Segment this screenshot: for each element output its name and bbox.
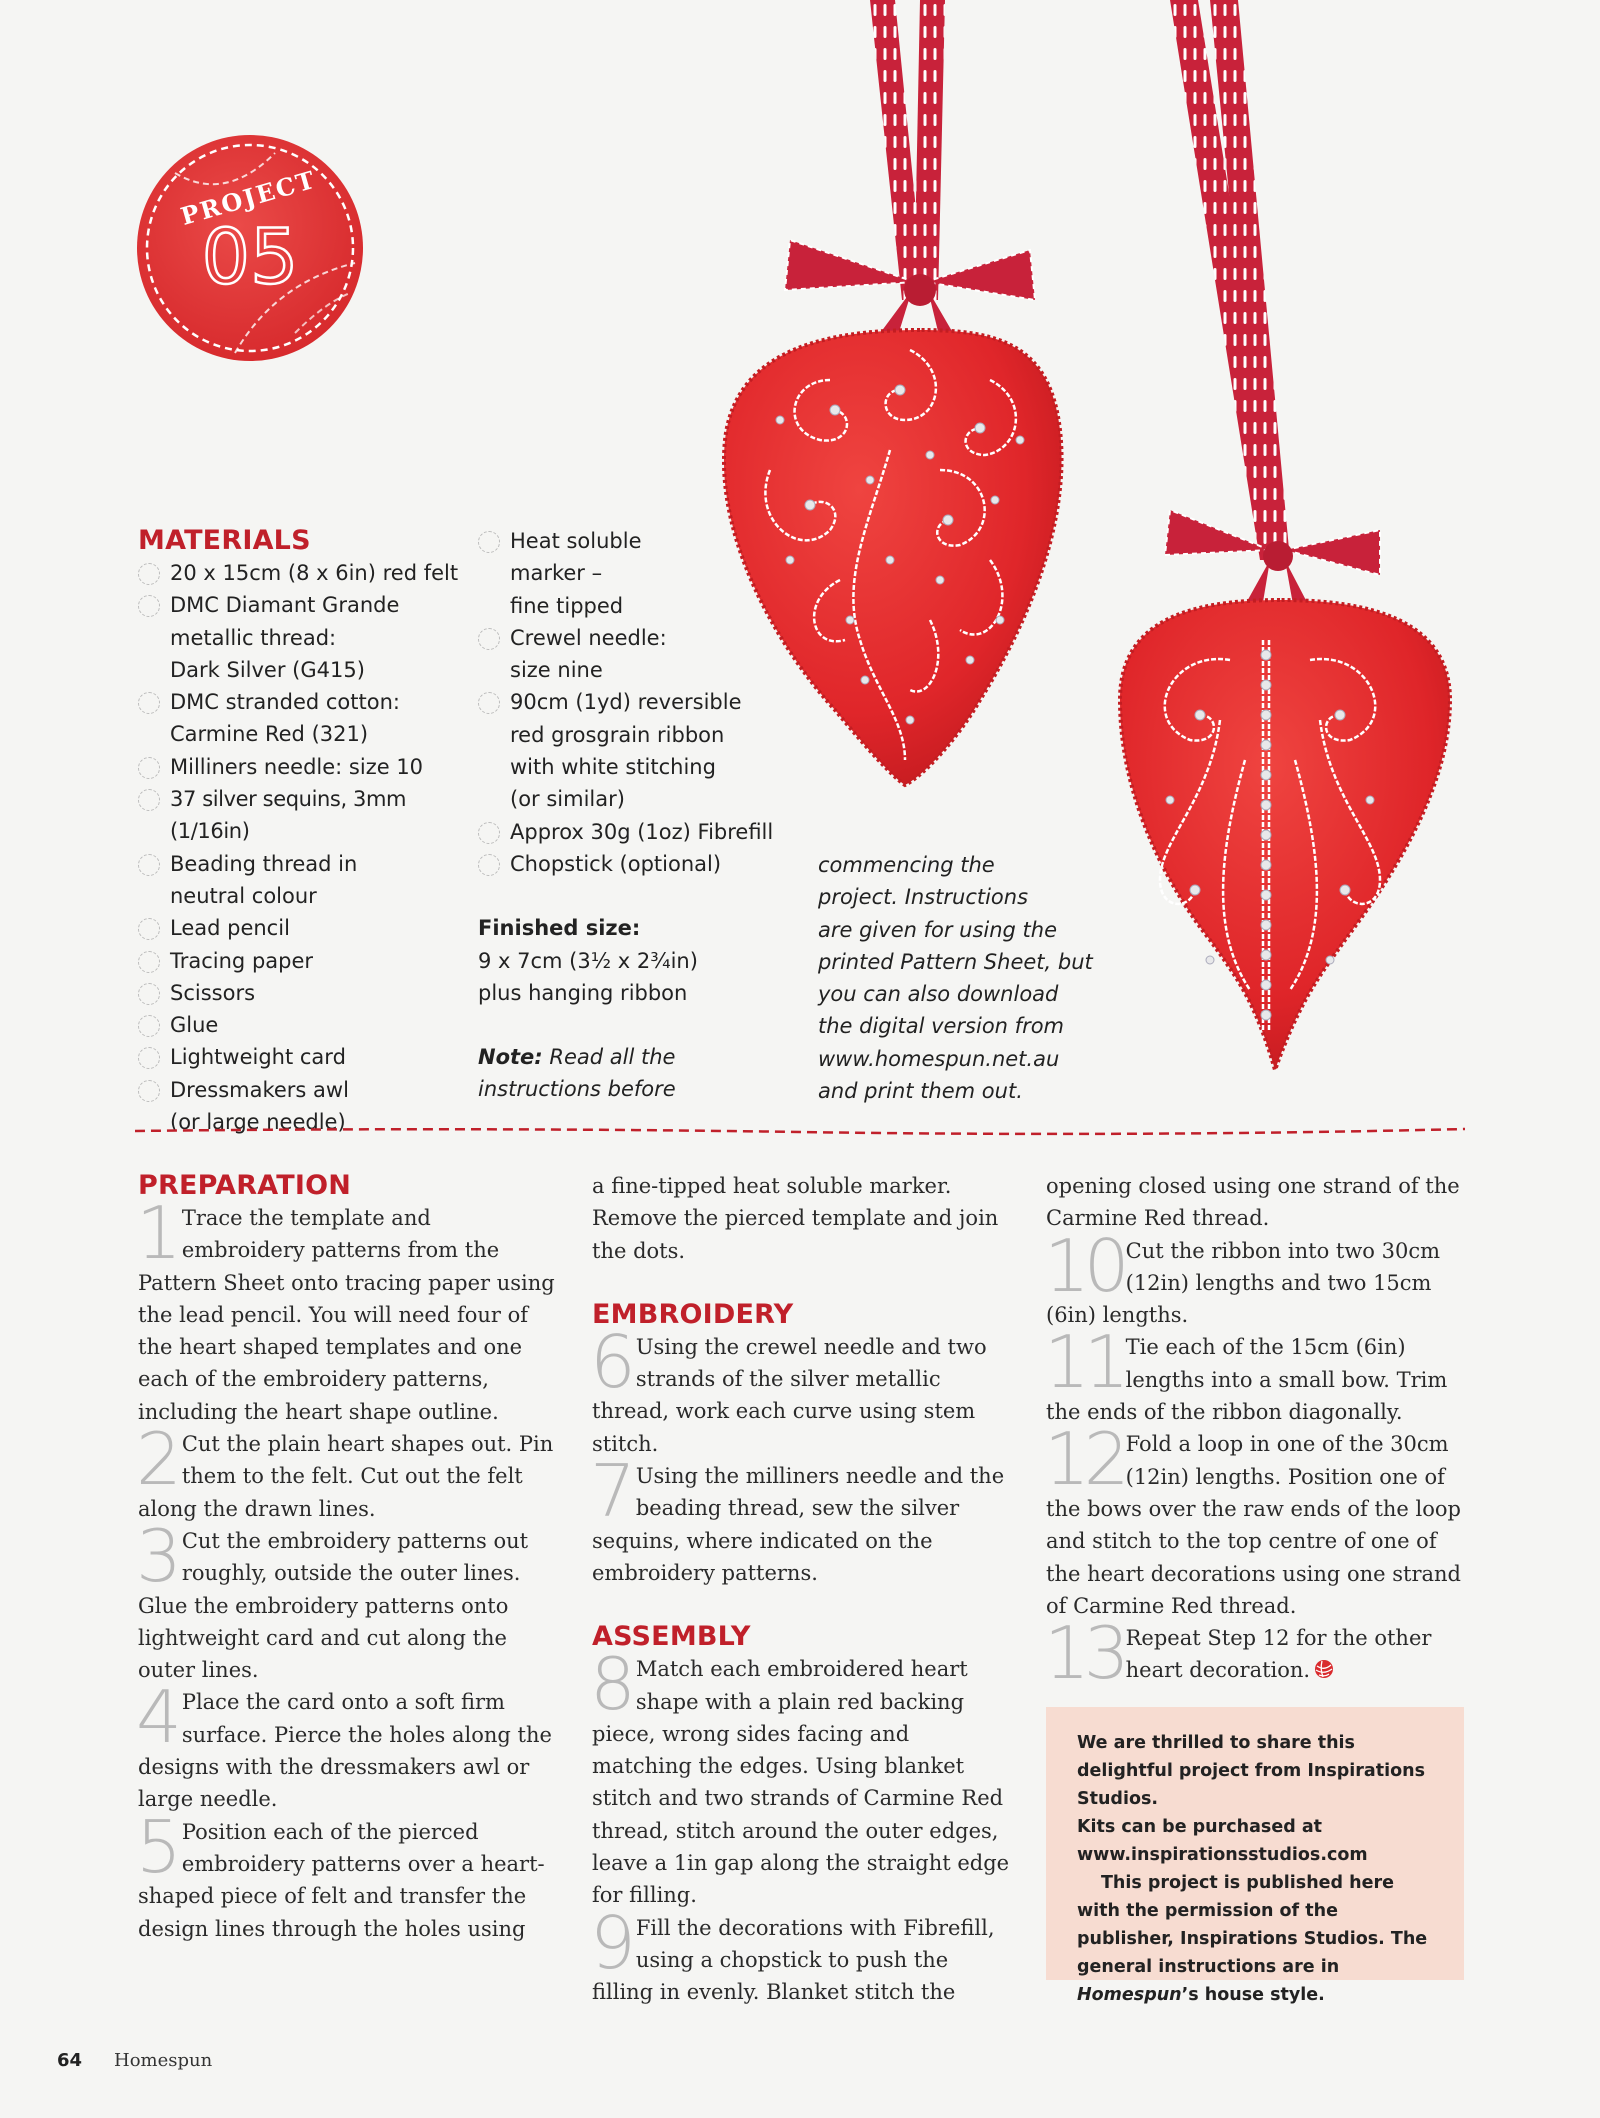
- preparation-continued: a fine-tipped heat soluble marker. Remove the pierced template and join the dots.: [592, 1174, 999, 1263]
- step: [590, 1642, 1012, 1911]
- step-number: 12: [1044, 1417, 1124, 1502]
- badge-label: PROJECT: [177, 164, 320, 231]
- checkbox-circle-icon: [138, 854, 160, 876]
- step: [136, 1675, 558, 1815]
- checkbox-circle-icon: [138, 789, 160, 811]
- magazine-name: Homespun: [1077, 1985, 1182, 2005]
- list-item: Dressmakers awl (or large needle): [138, 1074, 468, 1139]
- step-number: 2: [136, 1417, 178, 1502]
- checkbox-circle-icon: [478, 822, 500, 844]
- step-text: Position each of the pierced embroidery patterns over a heart-shaped piece of felt and transfer the design lines through the holes using: [138, 1819, 545, 1941]
- credit-line-2: Kits can be purchased at: [1077, 1817, 1322, 1837]
- footer-brand: Homespun: [114, 2050, 213, 2071]
- instructions-column-2: [592, 1170, 1012, 2009]
- checkbox-circle-icon: [138, 1080, 160, 1102]
- list-item: Heat soluble marker – fine tipped: [478, 525, 798, 622]
- checkbox-circle-icon: [478, 854, 500, 876]
- step-number: 5: [136, 1804, 178, 1889]
- list-item: Chopstick (optional): [478, 848, 798, 880]
- step-number: 4: [136, 1675, 178, 1760]
- step: [590, 1900, 1012, 2009]
- list-item: Crewel needle: size nine: [478, 622, 798, 687]
- checkbox-circle-icon: [138, 1047, 160, 1069]
- step: [1044, 1611, 1466, 1696]
- checkbox-circle-icon: [138, 918, 160, 940]
- step-number: 11: [1044, 1320, 1124, 1405]
- checkbox-circle-icon: [138, 692, 160, 714]
- list-item: Glue: [138, 1009, 468, 1041]
- step-number: 3: [136, 1513, 178, 1598]
- checkbox-circle-icon: [138, 595, 160, 617]
- embroidery-heading: EMBROIDERY: [592, 1298, 794, 1330]
- step-text: Tie each of the 15cm (6in) lengths into a small bow. Trim the ends of the ribbon diagonally.: [1046, 1335, 1448, 1425]
- list-item: Lightweight card: [138, 1041, 468, 1073]
- list-item: Approx 30g (1oz) Fibrefill: [478, 816, 798, 848]
- step-text: Repeat Step 12 for the other heart decoration.: [1125, 1626, 1432, 1683]
- step: [1044, 1223, 1466, 1332]
- checkbox-circle-icon: [478, 531, 500, 553]
- yarn-ball-icon: [1314, 1659, 1334, 1679]
- list-item: 90cm (1yd) reversible red grosgrain ribbon with white stitching (or similar): [478, 686, 798, 815]
- step: [136, 1191, 558, 1428]
- step: [136, 1417, 558, 1525]
- materials-column-2: [478, 525, 798, 1106]
- step-number: 10: [1044, 1223, 1124, 1308]
- badge-number: 05: [201, 212, 299, 301]
- note-text-2: instructions before: [478, 1077, 676, 1102]
- step-text: Fill the decorations with Fibrefill, using a chopstick to push the filling in evenly. Blanket stitch the: [592, 1915, 995, 2005]
- note: [478, 1041, 798, 1073]
- credit-permission: This project is published here with the permission of the publisher, Inspirations Studios. The general instructions are in Homespun’s house style.: [1077, 1873, 1428, 2005]
- step-text: Match each embroidered heart shape with a plain red backing piece, wrong sides facing and matching the edges. Using blanket stitch and two strands of Carmine Red thread, stitch around the outer edges, leave a 1in gap along the straight edge for filling.: [592, 1657, 1010, 1908]
- list-item: DMC Diamant Grande metallic thread: Dark Silver (G415): [138, 589, 468, 686]
- step-text: Using the crewel needle and two strands of the silver metallic thread, work each curve using stem stitch.: [592, 1334, 987, 1456]
- note-continued: commencing the project. Instructions are given for using the printed Pattern Sheet, but you can also download the digital version from www.homespun.net.au and print them out.: [818, 853, 1093, 1104]
- checkbox-circle-icon: [478, 692, 500, 714]
- page-number: 64: [57, 2050, 83, 2071]
- credit-line-1: We are thrilled to share this delightful project from Inspirations Studios.: [1077, 1733, 1425, 1809]
- step-text: Cut the ribbon into two 30cm (12in) lengths and two 15cm (6in) lengths.: [1046, 1238, 1441, 1328]
- list-item: Beading thread in neutral colour: [138, 848, 468, 913]
- assembly-continued: opening closed using one strand of the Carmine Red thread.: [1046, 1174, 1460, 1231]
- list-item: DMC stranded cotton: Carmine Red (321): [138, 686, 468, 751]
- instructions-column-1: [138, 1170, 558, 1945]
- checkbox-circle-icon: [478, 628, 500, 650]
- heart-ornament-2: [1120, 600, 1450, 1070]
- materials-list-1: [138, 557, 468, 1138]
- note-label: Note:: [478, 1045, 543, 1070]
- list-item: Tracing paper: [138, 945, 468, 977]
- materials-heading: MATERIALS: [138, 525, 311, 556]
- dashed-divider: [135, 1125, 1465, 1137]
- finished-size-note: plus hanging ribbon: [478, 980, 688, 1005]
- instructions-column-3: [1044, 1170, 1466, 1696]
- list-item: Lead pencil: [138, 912, 468, 944]
- list-item: Milliners needle: size 10: [138, 751, 468, 783]
- step: [136, 1804, 558, 1945]
- credit-box: [1046, 1707, 1464, 2005]
- list-item: 37 silver sequins, 3mm (1/16in): [138, 783, 468, 848]
- step: [1044, 1417, 1466, 1622]
- step-text: Trace the template and embroidery patterns from the Pattern Sheet onto tracing paper using the lead pencil. You will need four of the heart shaped templates and one each of the embroidery patterns, including the heart shape outline.: [138, 1206, 555, 1424]
- list-item: Scissors: [138, 977, 468, 1009]
- step-number: 9: [590, 1900, 632, 1985]
- step-text: Using the milliners needle and the beading thread, sew the silver sequins, where indicated on the embroidery patterns.: [592, 1464, 1005, 1585]
- step-text: Cut the embroidery patterns out roughly, outside the outer lines. Glue the embroidery patterns onto lightweight card and cut along the outer lines.: [138, 1528, 529, 1683]
- list-item: 20 x 15cm (8 x 6in) red felt: [138, 557, 468, 589]
- step-text: Fold a loop in one of the 30cm (12in) lengths. Position one of the bows over the raw ends of the loop and stitch to the top centre of one of the heart decorations using one strand of Carmine Red thread.: [1046, 1432, 1461, 1618]
- materials-list-2: [478, 525, 798, 880]
- step-number: 1: [136, 1191, 178, 1275]
- note-text: Read all the: [542, 1045, 676, 1070]
- checkbox-circle-icon: [138, 563, 160, 585]
- finished-size-value: 9 x 7cm (3½ x 2¾in): [478, 948, 698, 973]
- project-badge: [135, 133, 365, 363]
- assembly-heading: ASSEMBLY: [592, 1621, 751, 1653]
- step-number: 8: [590, 1642, 632, 1727]
- checkbox-circle-icon: [138, 983, 160, 1005]
- step: [136, 1513, 558, 1686]
- checkbox-circle-icon: [138, 757, 160, 779]
- step: [1044, 1320, 1466, 1428]
- step-number: 6: [590, 1319, 632, 1404]
- step-number: 13: [1044, 1611, 1124, 1696]
- finished-size-label: Finished size:: [478, 916, 641, 941]
- checkbox-circle-icon: [138, 1015, 160, 1037]
- materials-column-1: [138, 525, 468, 1138]
- credit-url-link[interactable]: www.inspirationsstudios.com: [1077, 1845, 1368, 1865]
- checkbox-circle-icon: [138, 951, 160, 973]
- step-text: Place the card onto a soft firm surface. Pierce the holes along the designs with the dressmakers awl or large needle.: [138, 1690, 552, 1812]
- preparation-heading: PREPARATION: [138, 1170, 352, 1201]
- step: [590, 1449, 1012, 1589]
- step-text: Cut the plain heart shapes out. Pin them to the felt. Cut out the felt along the drawn lines.: [138, 1432, 554, 1521]
- step-number: 7: [590, 1449, 632, 1534]
- step: [590, 1319, 1012, 1460]
